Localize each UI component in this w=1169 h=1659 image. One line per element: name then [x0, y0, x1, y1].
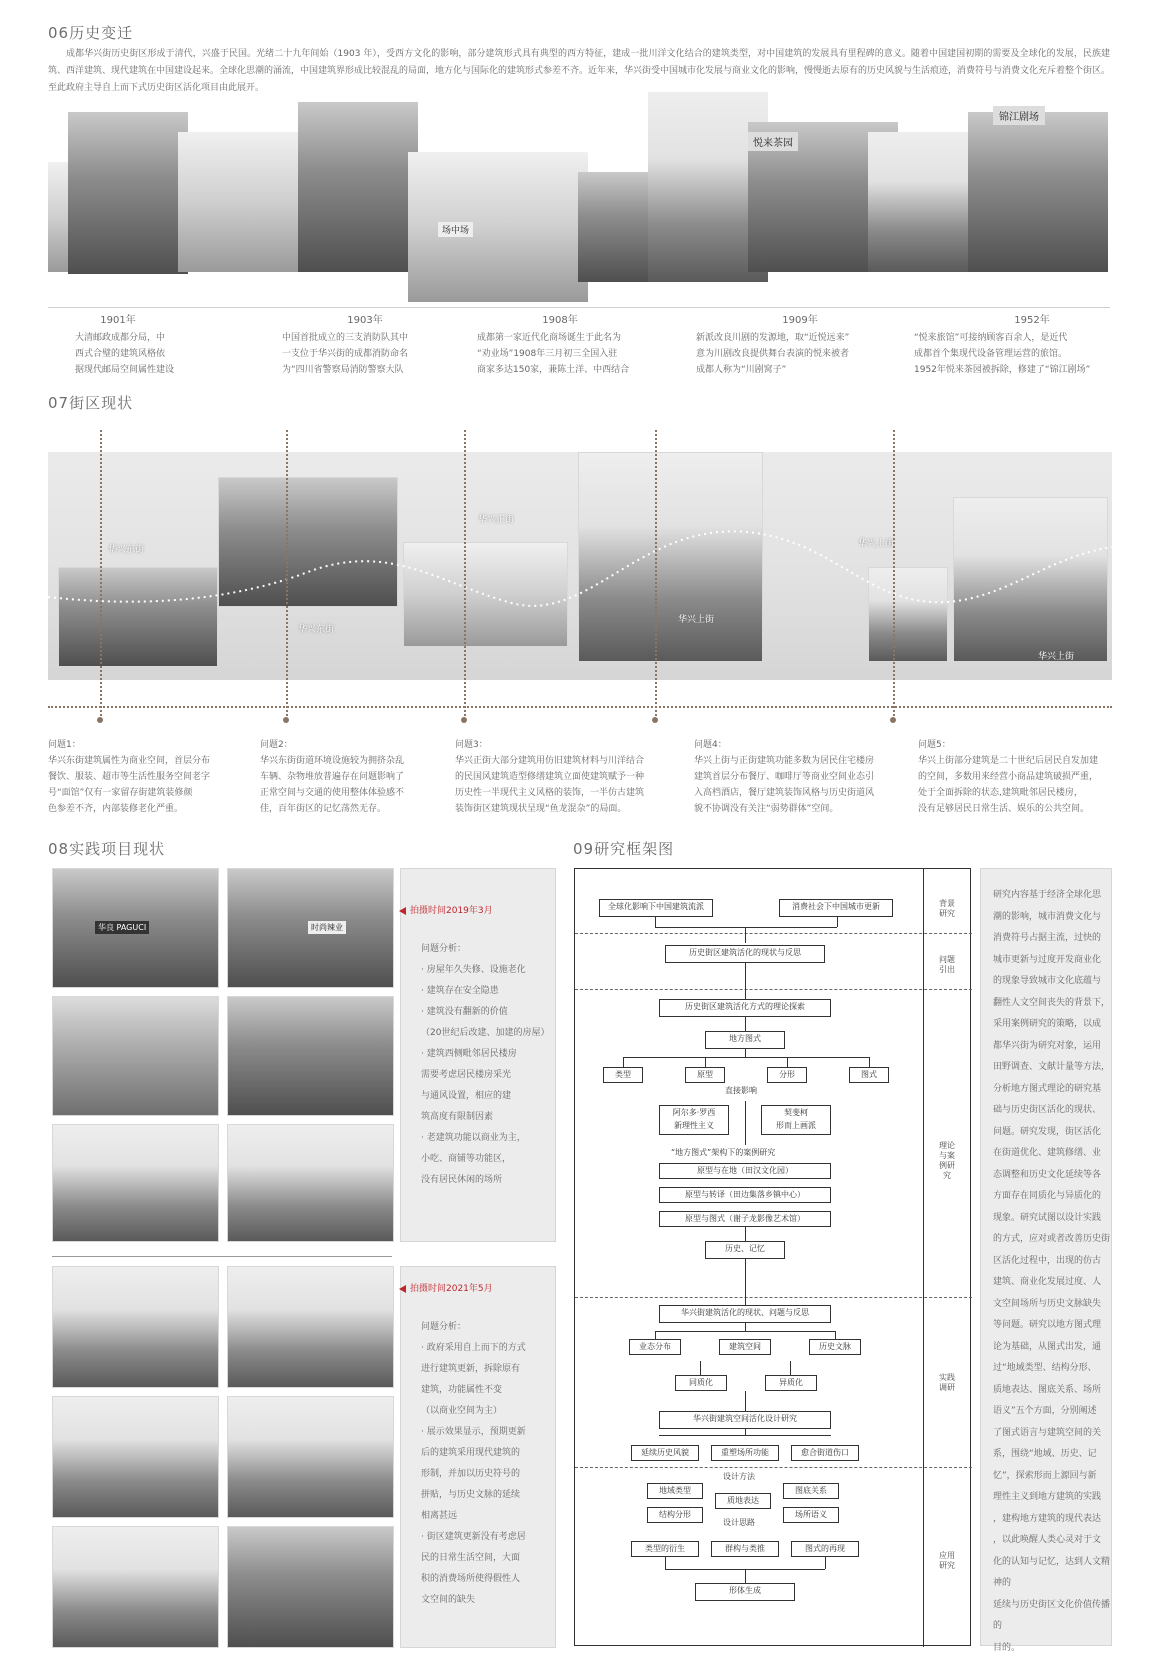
- stage-survey: 实践调研: [939, 1373, 955, 1392]
- problem-2: 问题2： 华兴东街街道环境设施较为拥挤杂乱 车辆、杂物堆放普遍存在问题影响了 正常空间与交通的使用整体体验感不 佳，百年街区的记忆荡然无存。: [260, 740, 405, 814]
- box-fractal: 分形: [767, 1067, 807, 1083]
- label-design-idea: 设计思路: [723, 1518, 755, 1527]
- note-2021: [400, 1266, 556, 1648]
- street-label-6: 华兴上街: [1038, 652, 1075, 662]
- summary-panel: [980, 868, 1112, 1653]
- box-theory-exploration: 历史街区建筑活化方式的理论探索: [659, 999, 831, 1017]
- box-consumer-society: 消费社会下中国城市更新: [779, 899, 893, 917]
- box-place-semantics: 场所语义: [783, 1507, 839, 1523]
- event-1901: 大清邮政成都分局，中 西式合璧的建筑风格依 据现代邮局空间属性建设: [75, 333, 175, 375]
- box-case-2: 原型与转译（田边集落乡镇中心）: [659, 1187, 831, 1203]
- history-intro: 成都华兴街历史街区形成于清代，兴盛于民国。光绪二十九年间始（1903 年），受西方文化的影响，部分建筑形式具有典型的西方特征，建成一批川洋文化结合的建筑类型，对中国建筑的发展具有里程碑的意义。随着中国建国初期的需要及全球化的发展，民族建筑、西洋建筑、现代建筑在中国建设起来。全球化思潮的涌流，中国建筑界形成比较混乱的局面，地方化与国际化的建筑形式参差不齐。近年来，华兴街受中国城市化发展与商业文化的影响，慢慢逝去原有的历史风貌与生活痕迹，消费符号与消费文化充斥着整个街区。至此政府主导自上而下式历史街区活化项目由此展开。: [48, 49, 1111, 93]
- box-heal-street: 愈合街道伤口: [791, 1445, 859, 1461]
- box-heterogenization: 异质化: [765, 1375, 817, 1391]
- box-chirico: 契斐柯 形而上画派: [761, 1105, 831, 1135]
- guide-line-5: [893, 430, 895, 720]
- section-06-title: 06历史变迁: [48, 24, 134, 42]
- note-2021-body: 问题分析： · 政府采用自上而下的方式 进行建筑更新，拆除原有 建筑，功能属性不变 （以商业空间为主） · 展示效果显示，预期更新 后的建筑采用现代建筑的 形制，并加以历史符号的 拼贴，与历史文脉的延续 相离甚远 · 街区建筑更新没有考虑居 民的日常生活空间，大面 积的消费场所使得假性人 文空间的缺失: [421, 1322, 526, 1605]
- problem-4: 问题4： 华兴上街与正街建筑功能多数为居民住宅楼房 建筑首层分布餐厅、咖啡厅等商业空间业态引 入高档酒店，餐厅建筑装饰风格与历史街道风 貌不协调没有关注“弱势群体”空间。: [694, 740, 875, 814]
- street-label-3: 华兴正街: [478, 515, 515, 525]
- box-space: 建筑空间: [719, 1339, 771, 1355]
- box-status-reflection: 历史街区建筑活化的现状与反思: [665, 945, 825, 963]
- box-place-schema: 地方图式: [705, 1031, 785, 1049]
- history-collage: [48, 92, 1108, 280]
- box-type-derivation: 类型的衍生: [631, 1541, 699, 1557]
- year-1908: 1908年: [542, 315, 578, 326]
- timeline-axis: [48, 307, 1110, 308]
- marker-3: [461, 717, 467, 723]
- street-route-curve: [48, 452, 1112, 680]
- box-case-1: 原型与在地（田汉文化园）: [659, 1163, 831, 1179]
- label-case-study: “地方图式”架构下的案例研究: [671, 1148, 776, 1157]
- year-1901: 1901年: [100, 315, 136, 326]
- stage-theory: 理论与案例研究: [939, 1141, 955, 1180]
- section-08-title: 08实践项目现状: [48, 840, 166, 858]
- shop-sign-1: 华良 PAGUCI: [95, 921, 149, 934]
- box-rossi: 阿尔多·罗西 新理性主义: [659, 1105, 729, 1135]
- stage-background: 背景研究: [939, 899, 955, 918]
- year-1909: 1909年: [782, 315, 818, 326]
- research-framework: [574, 868, 971, 1646]
- year-1903: 1903年: [347, 315, 383, 326]
- guide-line-2: [286, 430, 288, 720]
- problem-1: 问题1： 华兴东街建筑属性为商业空间，首层分布 餐饮、服装、超市等生活性服务空间老字 号“面馆”仅有一家留存街建筑装修颜 色参差不齐，内部装修老化严重。: [48, 740, 211, 814]
- street-collage: [48, 452, 1112, 680]
- box-cluster-analogy: 群构与类推: [711, 1541, 779, 1557]
- box-figure-ground: 图底关系: [783, 1483, 839, 1499]
- problem-5: 问题5： 华兴上街部分建筑是二十世纪后居民自发加建 的空间，多数用来经营小商品建筑破损严重， 处于全面拆除的状态,建筑毗邻居民楼房， 没有足够居民日常生活、娱乐的公共空间。: [918, 740, 1099, 814]
- stage-problem: 问题引出: [939, 955, 955, 974]
- event-1903: 中国首批成立的三支消防队其中 一支位于华兴街的成都消防命名 为“四川省警察局消防警察大队: [282, 333, 409, 375]
- note-2021-time: 拍摄时间2021年5月: [410, 1284, 493, 1294]
- guide-line-4: [655, 430, 657, 720]
- note-2019-time: 拍摄时间2019年3月: [410, 906, 493, 916]
- box-design-research: 华兴街建筑空间活化设计研究: [659, 1411, 831, 1429]
- section-07-title: 07街区现状: [48, 394, 134, 412]
- marker-5: [890, 717, 896, 723]
- box-context: 历史文脉: [809, 1339, 861, 1355]
- event-1952: “悦来旅馆”可接纳顾客百余人，是近代 成都首个集现代设备管理运营的旅馆。 1952年悦来茶园被拆除，修建了“锦江剧场”: [914, 333, 1091, 375]
- box-history-memory: 历史、记忆: [705, 1241, 785, 1259]
- street-label-5: 华兴上街: [858, 539, 895, 549]
- label-method: 设计方法: [723, 1472, 755, 1481]
- marker-4: [652, 717, 658, 723]
- sign-changzhongchang: 场中场: [438, 222, 473, 237]
- sign-yuelai-teahouse: 悦来茶园: [748, 132, 798, 151]
- guide-line-1: [100, 430, 102, 720]
- problem-3: 问题3： 华兴正街大部分建筑用仿旧建筑材料与川洋结合 的民国风建筑造型修缮建筑立面使建筑赋予一种 历史性一半现代主义风格的装饰，一半仿古建筑 装饰街区建筑现状呈现“鱼龙混杂”的局面。: [455, 740, 645, 814]
- box-regional-type: 地域类型: [647, 1483, 703, 1499]
- street-label-2: 华兴东街: [298, 625, 335, 635]
- box-structure-fractal: 结构分形: [647, 1507, 703, 1523]
- box-continue-style: 延续历史风貌: [631, 1445, 699, 1461]
- box-texture: 质地表达: [715, 1493, 771, 1509]
- summary-text: 研究内容基于经济全球化思 潮的影响，城市消费文化与 消费符号占据主流，过快的 城市更新与过度开发商业化 的现象导致城市文化底蕴与 翻性人文空间丧失的背景下， 采用案例研究的策略，以成 都华兴街为研究对象，运用 田野调查、文献计量等方法， 分析地方图式理论的研究基 础与历史街区活化的现状、 问题。研究发现，街区活化 在街道优化、建筑修缮、业 态调整和历史文化延续等各 方面存在同质化与异质化的 现象。研究试图以设计实践 的方式，应对或者改善历史街 区活化过程中，出现的仿古 建筑、商业化发展过度、人 文空间场所与历史文脉缺失 等问题。研究以地方图式理 论为基础，从图式出发，通 过“地域类型、结构分形、 质地表达、图底关系、场所 语义”五个方面，分别阐述 了图式语言与建筑空间的关 系，围绕“地域、历史、记 忆”，探索形而上源回与新 理性主义到地方建筑的实践 ，建构地方建筑的现代表达 ，以此唤醒人类心灵对于文 化的认知与记忆，达到人文精神的 延续与历史街区文化价值传播的 目的。: [993, 890, 1111, 1653]
- box-reshape-function: 重塑场所功能: [711, 1445, 779, 1461]
- year-1952: 1952年: [1014, 315, 1050, 326]
- event-1909: 新派改良川剧的发源地，取“近悦远来” 意为川剧改良提供舞台表演的悦来被者 成都人称为“川剧窝子”: [696, 333, 850, 375]
- section-09-title: 09研究框架图: [573, 840, 675, 858]
- street-label-4: 华兴上街: [678, 615, 715, 625]
- sign-jinjiang-theater: 锦江剧场: [993, 106, 1045, 125]
- note-2019-body: 问题分析： · 房屋年久失修、设施老化 · 建筑存在安全隐患 · 建筑没有翻新的价值 （20世纪后改建、加建的房屋） · 建筑西侧毗邻居民楼房 需要考虑居民楼房采光 与通风设置，相应的建 筑高度有限制因素 · 老建筑功能以商业为主， 小吃、商铺等功能区， 没有居民休闲的场所: [421, 944, 550, 1185]
- box-schema: 图式: [849, 1067, 889, 1083]
- box-global-influence: 全球化影响下中国建筑流派: [599, 899, 713, 917]
- box-prototype: 原型: [685, 1067, 725, 1083]
- box-case-3: 原型与图式（谢子龙影像艺术馆）: [659, 1211, 831, 1227]
- street-label-1: 华兴东街: [108, 545, 145, 555]
- marker-2: [283, 717, 289, 723]
- box-business: 业态分布: [629, 1339, 681, 1355]
- box-huaxing-status: 华兴街建筑活化的现状、问题与反思: [659, 1305, 831, 1323]
- marker-1: [97, 717, 103, 723]
- label-direct-influence: 直接影响: [725, 1086, 757, 1095]
- problem-axis: [48, 706, 1112, 708]
- note-2019: [400, 868, 556, 1242]
- divider: [52, 1256, 392, 1257]
- box-schema-reproduce: 图式的再现: [791, 1541, 859, 1557]
- box-type: 类型: [603, 1067, 643, 1083]
- event-1908: 成都第一家近代化商场诞生于此名为 “劝业场”1908年三月初三全国入驻 商家多达150家，兼陈土洋、中西结合: [477, 333, 630, 375]
- box-form-generation: 形体生成: [695, 1583, 795, 1601]
- stage-application: 应用研究: [939, 1551, 955, 1570]
- guide-line-3: [464, 430, 466, 720]
- box-homogenization: 同质化: [675, 1375, 727, 1391]
- shop-sign-3: 时尚辣业: [308, 921, 346, 934]
